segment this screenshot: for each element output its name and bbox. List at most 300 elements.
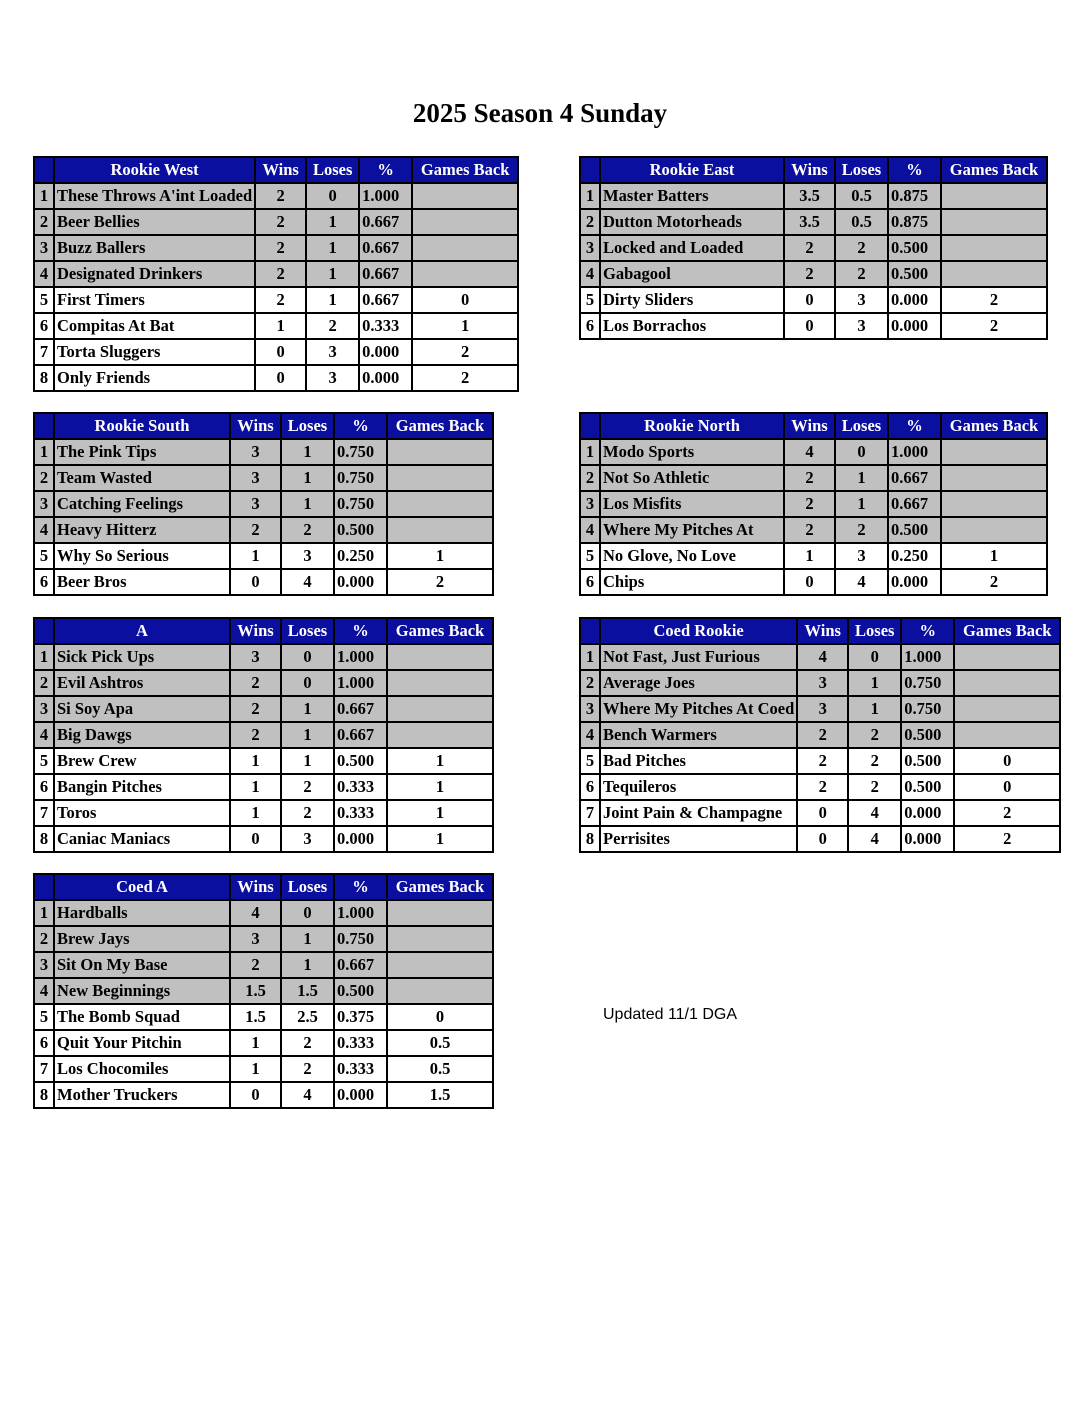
team-name: Torta Sluggers — [54, 339, 255, 365]
team-name: Why So Serious — [54, 543, 230, 569]
games-back-header: Games Back — [941, 413, 1047, 439]
table-row — [34, 261, 518, 287]
games-back-cell: 1 — [387, 748, 493, 774]
table-row — [580, 826, 1060, 852]
table-header-row — [34, 157, 518, 183]
table-row — [34, 644, 493, 670]
games-back-cell: 0.5 — [387, 1030, 493, 1056]
rank-cell: 7 — [34, 1056, 54, 1082]
wins-cell: 3 — [230, 465, 281, 491]
loses-cell: 1 — [306, 235, 359, 261]
loses-cell: 0 — [835, 439, 888, 465]
rank-header — [34, 618, 54, 644]
wins-cell: 3 — [230, 644, 281, 670]
team-name: Locked and Loaded — [600, 235, 784, 261]
pct-cell: 0.750 — [334, 491, 387, 517]
pct-cell: 0.250 — [888, 543, 941, 569]
games-back-cell: 2 — [387, 569, 493, 595]
games-back-cell: 0 — [954, 748, 1060, 774]
games-back-cell: 0.5 — [387, 1056, 493, 1082]
games-back-cell — [954, 722, 1060, 748]
pct-cell: 0.333 — [359, 313, 412, 339]
rank-cell: 2 — [34, 465, 54, 491]
table-row — [580, 491, 1047, 517]
pct-cell: 0.500 — [901, 748, 954, 774]
rank-header — [580, 618, 600, 644]
rank-cell: 3 — [34, 696, 54, 722]
team-name: Average Joes — [600, 670, 797, 696]
team-name: The Pink Tips — [54, 439, 230, 465]
pct-cell: 0.875 — [888, 209, 941, 235]
team-name: Caniac Maniacs — [54, 826, 230, 852]
table-row — [580, 569, 1047, 595]
loses-cell: 2 — [281, 517, 334, 543]
table-row — [34, 748, 493, 774]
rank-cell: 7 — [34, 339, 54, 365]
games-back-header: Games Back — [412, 157, 518, 183]
games-back-cell: 2 — [412, 339, 518, 365]
loses-cell: 2 — [281, 800, 334, 826]
rank-cell: 1 — [580, 183, 600, 209]
rank-cell: 2 — [34, 926, 54, 952]
pct-cell: 0.500 — [901, 774, 954, 800]
team-name: Evil Ashtros — [54, 670, 230, 696]
wins-cell: 3.5 — [784, 209, 835, 235]
loses-cell: 4 — [281, 569, 334, 595]
games-back-cell — [387, 926, 493, 952]
table-row — [34, 465, 493, 491]
team-name: Beer Bros — [54, 569, 230, 595]
wins-cell: 1 — [230, 800, 281, 826]
standings-table — [579, 412, 1048, 596]
pct-cell: 0.500 — [334, 748, 387, 774]
pct-cell: 0.750 — [901, 696, 954, 722]
wins-cell: 3 — [230, 491, 281, 517]
loses-header: Loses — [848, 618, 901, 644]
standings-table — [33, 617, 494, 853]
pct-cell: 0.000 — [359, 339, 412, 365]
wins-cell: 0 — [797, 800, 848, 826]
pct-cell: 0.667 — [359, 209, 412, 235]
rank-cell: 8 — [34, 826, 54, 852]
pct-cell: 0.667 — [359, 261, 412, 287]
games-back-cell — [387, 644, 493, 670]
rank-cell: 1 — [34, 644, 54, 670]
rank-cell: 4 — [34, 517, 54, 543]
table-row — [34, 287, 518, 313]
pct-cell: 0.333 — [334, 1030, 387, 1056]
division-name: Coed A — [54, 874, 230, 900]
loses-cell: 2 — [848, 748, 901, 774]
table-row — [580, 517, 1047, 543]
wins-cell: 1 — [230, 1056, 281, 1082]
table-row — [34, 722, 493, 748]
games-back-cell — [387, 491, 493, 517]
wins-cell: 2 — [797, 722, 848, 748]
games-back-cell: 1 — [387, 826, 493, 852]
team-name: Mother Truckers — [54, 1082, 230, 1108]
wins-cell: 0 — [230, 826, 281, 852]
rank-cell: 7 — [580, 800, 600, 826]
loses-cell: 1 — [281, 439, 334, 465]
loses-cell: 1 — [306, 287, 359, 313]
games-back-cell — [941, 235, 1047, 261]
team-name: Big Dawgs — [54, 722, 230, 748]
table-header-row — [34, 413, 493, 439]
team-name: The Bomb Squad — [54, 1004, 230, 1030]
table-row — [580, 287, 1047, 313]
loses-cell: 2 — [835, 261, 888, 287]
loses-cell: 0.5 — [835, 209, 888, 235]
games-back-cell — [387, 670, 493, 696]
rank-cell: 8 — [580, 826, 600, 852]
division-name: A — [54, 618, 230, 644]
pct-header: % — [888, 413, 941, 439]
table-row — [34, 235, 518, 261]
games-back-cell — [954, 696, 1060, 722]
pct-cell: 1.000 — [888, 439, 941, 465]
team-name: Brew Crew — [54, 748, 230, 774]
loses-cell: 1 — [835, 491, 888, 517]
standings-table — [33, 412, 494, 596]
table-row — [34, 826, 493, 852]
wins-cell: 2 — [230, 696, 281, 722]
table-row — [580, 696, 1060, 722]
loses-cell: 2 — [848, 722, 901, 748]
pct-cell: 0.667 — [334, 696, 387, 722]
loses-cell: 1 — [281, 926, 334, 952]
pct-cell: 1.000 — [901, 644, 954, 670]
table-header-row — [580, 157, 1047, 183]
table-row — [34, 491, 493, 517]
rank-cell: 4 — [580, 517, 600, 543]
table-row — [580, 261, 1047, 287]
table-row — [34, 900, 493, 926]
wins-cell: 3.5 — [784, 183, 835, 209]
team-name: Bench Warmers — [600, 722, 797, 748]
rank-header — [34, 874, 54, 900]
division-name: Coed Rookie — [600, 618, 797, 644]
rank-cell: 2 — [580, 465, 600, 491]
table-row — [34, 800, 493, 826]
table-row — [34, 439, 493, 465]
team-name: Brew Jays — [54, 926, 230, 952]
team-name: Beer Bellies — [54, 209, 255, 235]
team-name: Sick Pick Ups — [54, 644, 230, 670]
wins-cell: 0 — [230, 569, 281, 595]
games-back-cell — [387, 978, 493, 1004]
loses-cell: 0.5 — [835, 183, 888, 209]
games-back-cell: 2 — [954, 826, 1060, 852]
team-name: Los Misfits — [600, 491, 784, 517]
pct-cell: 1.000 — [359, 183, 412, 209]
games-back-cell: 1 — [941, 543, 1047, 569]
rank-cell: 5 — [34, 543, 54, 569]
team-name: Compitas At Bat — [54, 313, 255, 339]
games-back-cell — [941, 465, 1047, 491]
wins-cell: 2 — [255, 209, 306, 235]
rank-cell: 6 — [34, 569, 54, 595]
loses-cell: 4 — [281, 1082, 334, 1108]
wins-cell: 3 — [230, 926, 281, 952]
pct-cell: 0.375 — [334, 1004, 387, 1030]
team-name: Team Wasted — [54, 465, 230, 491]
team-name: Master Batters — [600, 183, 784, 209]
wins-cell: 2 — [784, 235, 835, 261]
wins-cell: 3 — [797, 696, 848, 722]
team-name: Where My Pitches At — [600, 517, 784, 543]
team-name: Sit On My Base — [54, 952, 230, 978]
rank-cell: 4 — [34, 261, 54, 287]
table-row — [580, 774, 1060, 800]
wins-cell: 2 — [784, 517, 835, 543]
standings-table — [33, 873, 494, 1109]
team-name: Dirty Sliders — [600, 287, 784, 313]
table-row — [34, 1004, 493, 1030]
standings-table — [579, 156, 1048, 340]
rank-cell: 1 — [34, 439, 54, 465]
wins-header: Wins — [230, 413, 281, 439]
table-row — [580, 800, 1060, 826]
rank-cell: 4 — [34, 722, 54, 748]
games-back-cell — [941, 439, 1047, 465]
team-name: Designated Drinkers — [54, 261, 255, 287]
rank-cell: 2 — [580, 209, 600, 235]
team-name: Gabagool — [600, 261, 784, 287]
pct-cell: 0.000 — [888, 313, 941, 339]
loses-header: Loses — [281, 618, 334, 644]
team-name: Los Chocomiles — [54, 1056, 230, 1082]
rank-cell: 3 — [580, 696, 600, 722]
pct-cell: 0.333 — [334, 1056, 387, 1082]
table-row — [34, 543, 493, 569]
rank-cell: 3 — [34, 491, 54, 517]
wins-cell: 0 — [797, 826, 848, 852]
rank-header — [580, 413, 600, 439]
table-header-row — [580, 413, 1047, 439]
rank-cell: 5 — [34, 287, 54, 313]
games-back-cell — [954, 670, 1060, 696]
table-row — [580, 722, 1060, 748]
pct-cell: 0.000 — [334, 826, 387, 852]
pct-header: % — [334, 618, 387, 644]
rank-cell: 2 — [580, 670, 600, 696]
team-name: Joint Pain & Champagne — [600, 800, 797, 826]
team-name: Perrisites — [600, 826, 797, 852]
games-back-cell — [412, 183, 518, 209]
pct-cell: 0.250 — [334, 543, 387, 569]
loses-cell: 2 — [281, 774, 334, 800]
wins-cell: 2 — [230, 952, 281, 978]
loses-cell: 3 — [306, 365, 359, 391]
wins-cell: 1.5 — [230, 978, 281, 1004]
rank-header — [34, 413, 54, 439]
pct-header: % — [888, 157, 941, 183]
wins-cell: 0 — [230, 1082, 281, 1108]
games-back-cell — [387, 900, 493, 926]
wins-header: Wins — [230, 618, 281, 644]
games-back-cell: 0 — [954, 774, 1060, 800]
team-name: Toros — [54, 800, 230, 826]
team-name: Si Soy Apa — [54, 696, 230, 722]
table-row — [580, 543, 1047, 569]
wins-header: Wins — [784, 413, 835, 439]
pct-header: % — [334, 874, 387, 900]
rank-cell: 3 — [34, 952, 54, 978]
division-name: Rookie East — [600, 157, 784, 183]
games-back-cell: 1 — [387, 774, 493, 800]
team-name: Where My Pitches At Coed — [600, 696, 797, 722]
team-name: Heavy Hitterz — [54, 517, 230, 543]
wins-cell: 1 — [230, 774, 281, 800]
team-name: Dutton Motorheads — [600, 209, 784, 235]
wins-cell: 0 — [784, 313, 835, 339]
loses-cell: 1 — [835, 465, 888, 491]
wins-cell: 3 — [230, 439, 281, 465]
table-row — [580, 313, 1047, 339]
games-back-cell — [412, 261, 518, 287]
rank-cell: 2 — [34, 670, 54, 696]
pct-cell: 0.000 — [359, 365, 412, 391]
loses-cell: 0 — [281, 900, 334, 926]
updated-note: Updated 11/1 DGA — [603, 1006, 738, 1023]
pct-cell: 0.333 — [334, 800, 387, 826]
team-name: New Beginnings — [54, 978, 230, 1004]
pct-cell: 0.750 — [334, 926, 387, 952]
pct-header: % — [359, 157, 412, 183]
games-back-header: Games Back — [387, 618, 493, 644]
pct-cell: 0.750 — [334, 439, 387, 465]
table-row — [580, 670, 1060, 696]
games-back-cell — [387, 465, 493, 491]
pct-cell: 0.667 — [888, 465, 941, 491]
table-row — [580, 644, 1060, 670]
rank-cell: 6 — [580, 774, 600, 800]
table-row — [580, 465, 1047, 491]
pct-header: % — [901, 618, 954, 644]
pct-cell: 0.500 — [888, 235, 941, 261]
loses-cell: 4 — [835, 569, 888, 595]
rank-cell: 6 — [34, 774, 54, 800]
rank-header — [580, 157, 600, 183]
games-back-cell: 2 — [954, 800, 1060, 826]
rank-cell: 3 — [580, 491, 600, 517]
loses-cell: 1 — [281, 696, 334, 722]
wins-cell: 0 — [255, 339, 306, 365]
wins-cell: 2 — [230, 517, 281, 543]
team-name: Not So Athletic — [600, 465, 784, 491]
wins-cell: 1 — [784, 543, 835, 569]
table-row — [34, 774, 493, 800]
team-name: Tequileros — [600, 774, 797, 800]
games-back-cell: 0 — [387, 1004, 493, 1030]
loses-cell: 2 — [281, 1056, 334, 1082]
wins-header: Wins — [797, 618, 848, 644]
table-row — [34, 1030, 493, 1056]
pct-cell: 0.000 — [334, 1082, 387, 1108]
loses-cell: 2 — [848, 774, 901, 800]
games-back-cell — [387, 952, 493, 978]
table-row — [34, 696, 493, 722]
wins-cell: 1 — [230, 543, 281, 569]
table-row — [34, 1056, 493, 1082]
team-name: Bad Pitches — [600, 748, 797, 774]
pct-cell: 0.500 — [901, 722, 954, 748]
team-name: Bangin Pitches — [54, 774, 230, 800]
games-back-header: Games Back — [387, 413, 493, 439]
table-row — [34, 978, 493, 1004]
table-row — [34, 339, 518, 365]
rank-cell: 6 — [34, 313, 54, 339]
table-row — [580, 209, 1047, 235]
team-name: Los Borrachos — [600, 313, 784, 339]
pct-cell: 0.500 — [334, 517, 387, 543]
pct-cell: 0.667 — [334, 722, 387, 748]
team-name: Modo Sports — [600, 439, 784, 465]
pct-cell: 0.750 — [901, 670, 954, 696]
table-row — [34, 952, 493, 978]
games-back-header: Games Back — [941, 157, 1047, 183]
wins-cell: 1 — [255, 313, 306, 339]
loses-cell: 4 — [848, 826, 901, 852]
loses-cell: 3 — [281, 543, 334, 569]
rank-cell: 1 — [580, 439, 600, 465]
rank-cell: 5 — [34, 748, 54, 774]
wins-cell: 2 — [797, 774, 848, 800]
pct-cell: 0.000 — [334, 569, 387, 595]
rank-cell: 5 — [580, 543, 600, 569]
games-back-cell — [941, 491, 1047, 517]
games-back-cell — [387, 517, 493, 543]
rank-cell: 4 — [34, 978, 54, 1004]
division-name: Rookie South — [54, 413, 230, 439]
rank-cell: 3 — [34, 235, 54, 261]
games-back-header: Games Back — [954, 618, 1060, 644]
games-back-cell — [387, 696, 493, 722]
loses-cell: 1 — [848, 696, 901, 722]
loses-cell: 1 — [281, 465, 334, 491]
division-name: Rookie North — [600, 413, 784, 439]
loses-cell: 0 — [306, 183, 359, 209]
team-name: Hardballs — [54, 900, 230, 926]
wins-cell: 4 — [797, 644, 848, 670]
wins-header: Wins — [230, 874, 281, 900]
loses-cell: 2 — [306, 313, 359, 339]
loses-header: Loses — [281, 874, 334, 900]
loses-cell: 3 — [835, 287, 888, 313]
loses-cell: 3 — [281, 826, 334, 852]
pct-cell: 0.750 — [334, 465, 387, 491]
table-row — [34, 517, 493, 543]
loses-cell: 1 — [281, 952, 334, 978]
wins-cell: 0 — [784, 287, 835, 313]
pct-cell: 0.500 — [888, 261, 941, 287]
wins-cell: 2 — [784, 261, 835, 287]
team-name: No Glove, No Love — [600, 543, 784, 569]
pct-cell: 0.333 — [334, 774, 387, 800]
rank-cell: 5 — [580, 748, 600, 774]
wins-cell: 4 — [230, 900, 281, 926]
loses-cell: 3 — [835, 313, 888, 339]
pct-cell: 0.000 — [888, 569, 941, 595]
table-row — [34, 365, 518, 391]
wins-cell: 2 — [230, 670, 281, 696]
wins-cell: 2 — [784, 491, 835, 517]
loses-header: Loses — [835, 157, 888, 183]
games-back-cell: 2 — [412, 365, 518, 391]
table-header-row — [34, 874, 493, 900]
rank-cell: 4 — [580, 722, 600, 748]
